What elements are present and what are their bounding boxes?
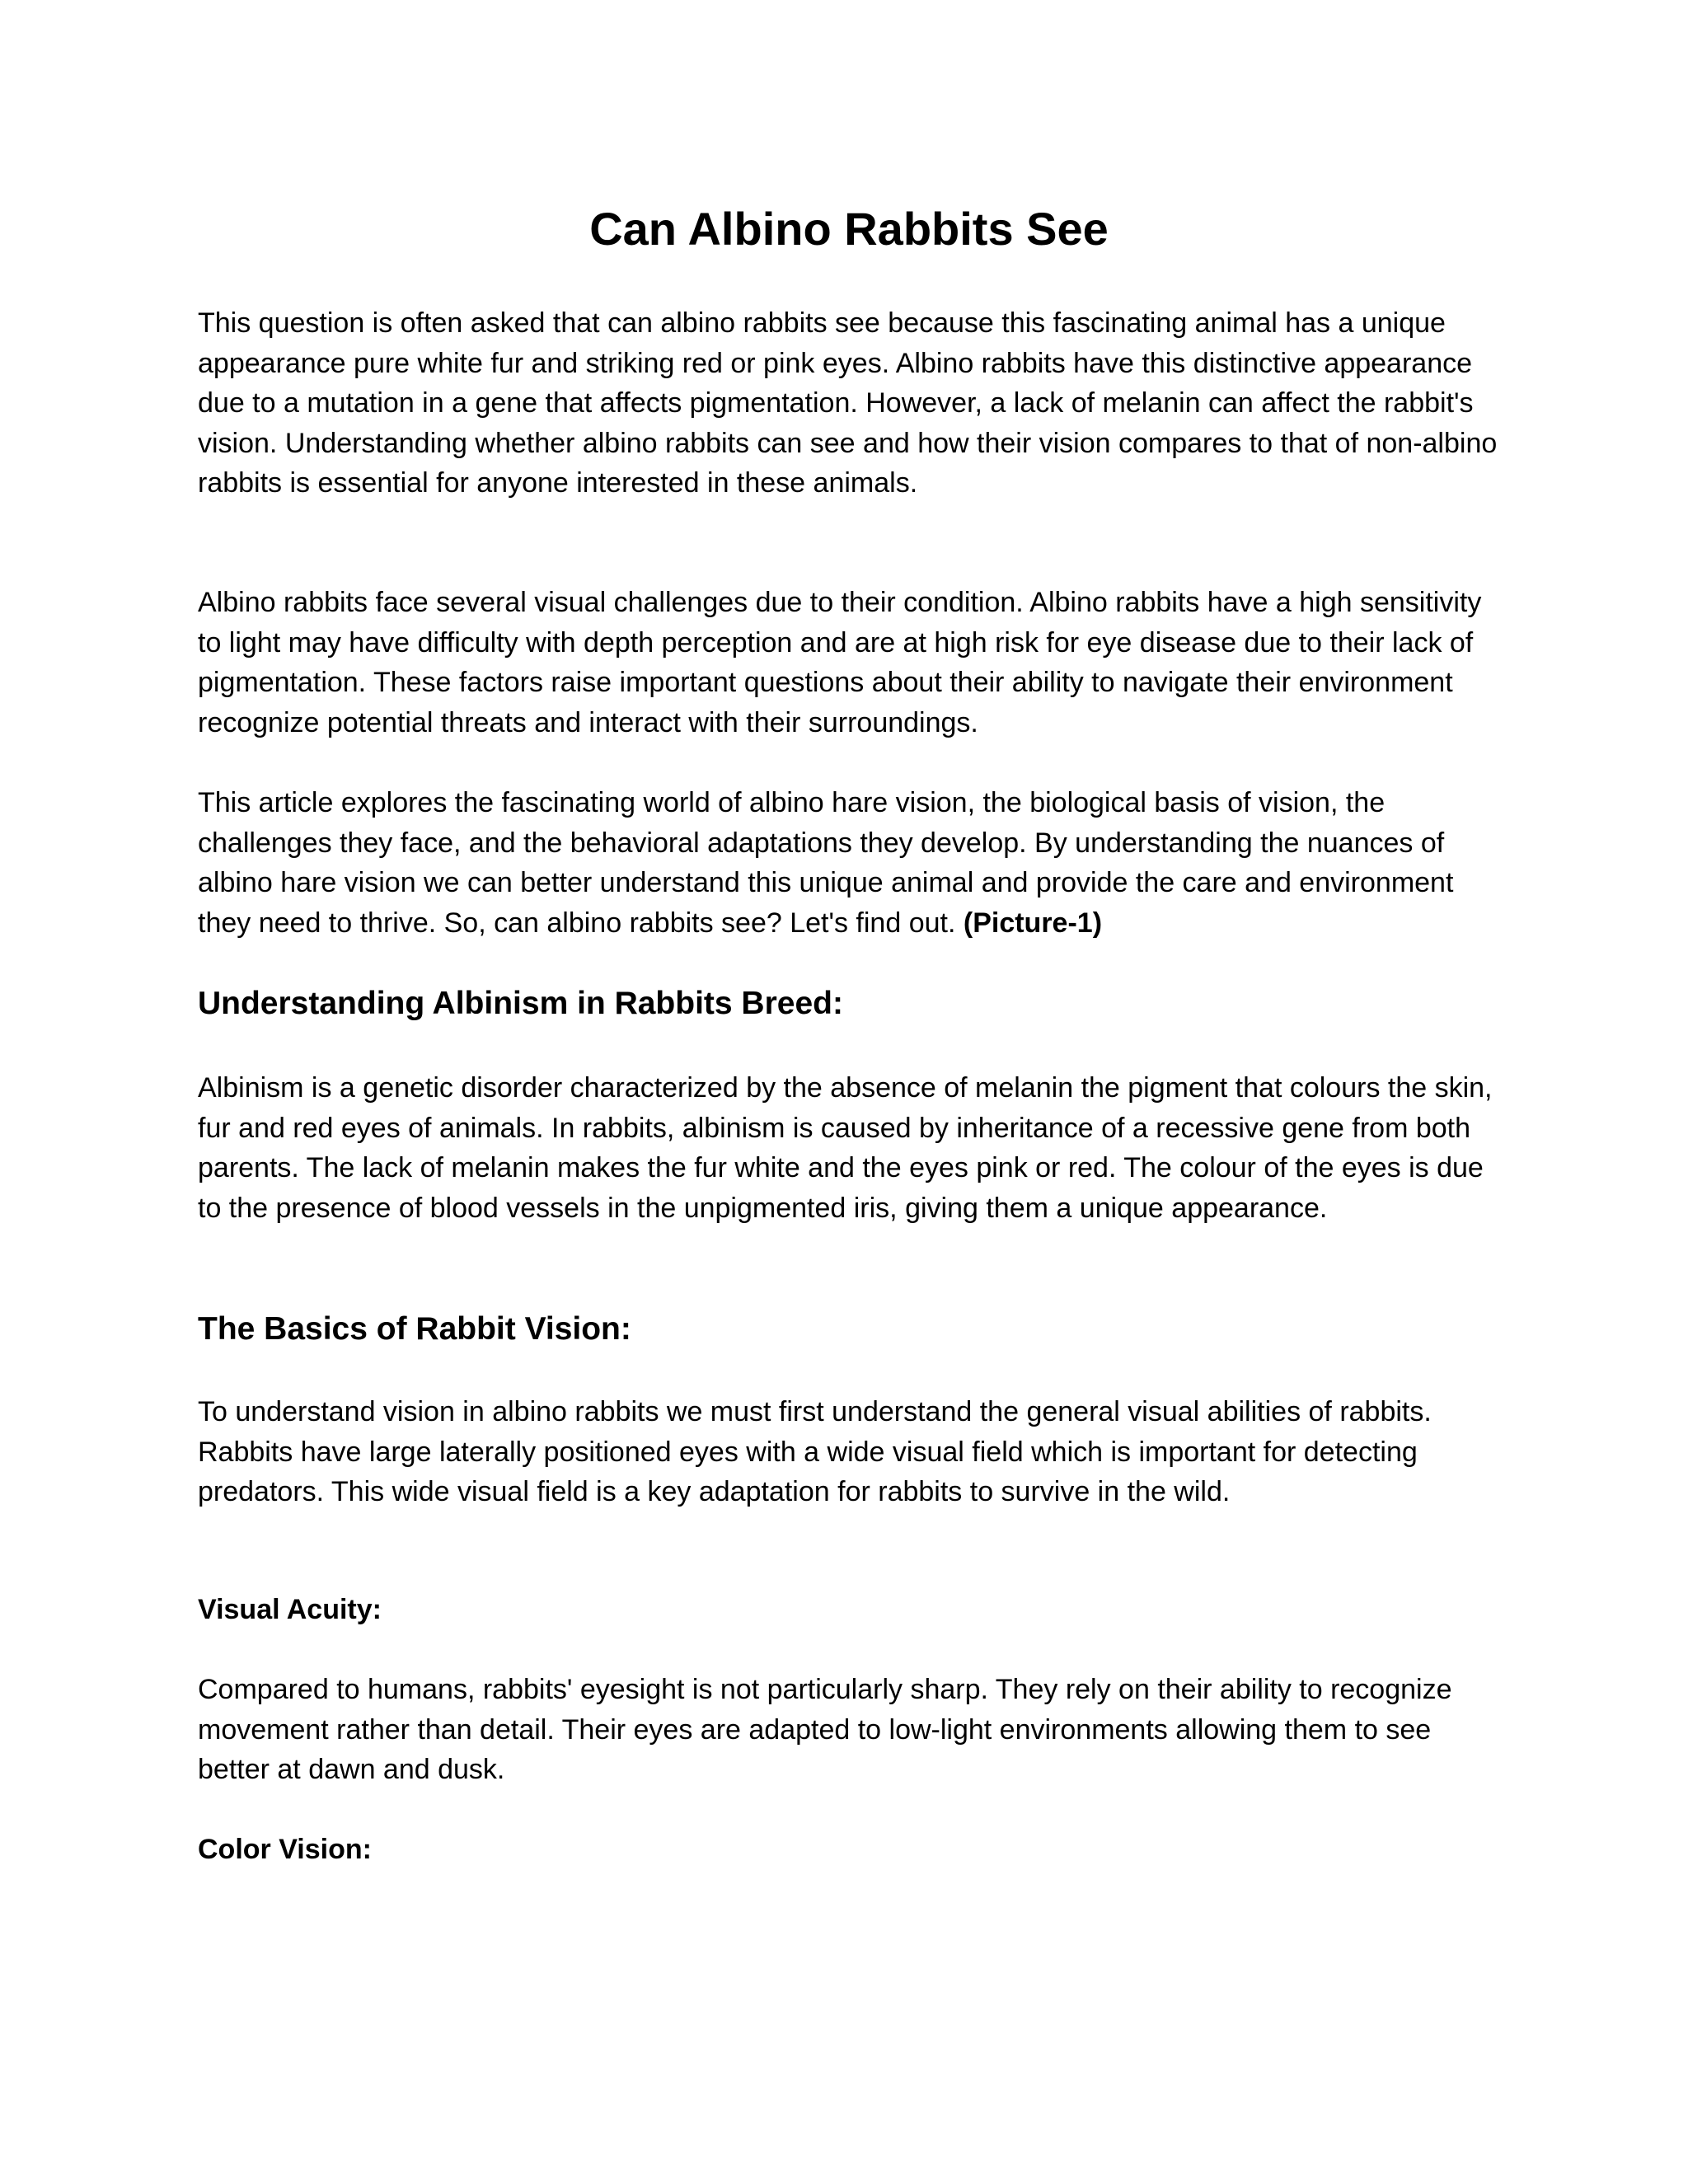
visual-acuity-paragraph: Compared to humans, rabbits' eyesight is not particularly sharp. They rely on their ability to recognize movement rather than detail. Their eyes are adapted to low-light environments allowing them to see better at dawn and dusk. — [198, 1674, 1452, 1786]
intro-paragraph-3-text: This article explores the fascinating world of albino hare vision, the biological basis of vision, the challenges they face, and the behavioral adaptations they develop. By understanding the nuances of albino hare vision we can better understand this unique animal and provide the care and environment they need to thrive. So, can albino rabbits see? Let's find out. — [198, 787, 1454, 939]
section-heading-albinism: Understanding Albinism in Rabbits Breed: — [198, 986, 843, 1021]
page-title: Can Albino Rabbits See — [589, 203, 1109, 255]
section-heading-rabbit-vision: The Basics of Rabbit Vision: — [198, 1311, 631, 1347]
picture-reference: (Picture-1) — [963, 907, 1103, 939]
intro-paragraph-3 — [198, 783, 1500, 943]
rabbit-vision-paragraph: To understand vision in albino rabbits we must first understand the general visual abilities of rabbits. Rabbits have large laterally positioned eyes with a wide visual field which is important for detecting predators. This wide visual field is a key adaptation for rabbits to survive in the wild. — [198, 1396, 1432, 1508]
albinism-paragraph: Albinism is a genetic disorder characterized by the absence of melanin the pigment that colours the skin, fur and red eyes of animals. In rabbits, albinism is caused by inheritance of a recessive gene from both parents. The lack of melanin makes the fur white and the eyes pink or red. The colour of the eyes is due to the presence of blood vessels in the unpigmented iris, giving them a unique appearance. — [198, 1072, 1493, 1224]
subheading-visual-acuity: Visual Acuity: — [198, 1594, 382, 1625]
intro-paragraph-2: Albino rabbits face several visual challenges due to their condition. Albino rabbits have a high sensitivity to light may have difficulty with depth perception and are at high risk for eye disease due to their lack of pigmentation. These factors raise important questions about their ability to navigate their environment recognize potential threats and interact with their surroundings. — [198, 587, 1482, 738]
intro-paragraph-1: This question is often asked that can albino rabbits see because this fascinating animal has a unique appearance pure white fur and striking red or pink eyes. Albino rabbits have this distinctive appearance due to a mutation in a gene that affects pigmentation. However, a lack of melanin can affect the rabbit's vision. Understanding whether albino rabbits can see and how their vision compares to that of non-albino rabbits is essential for anyone interested in these animals. — [198, 307, 1498, 499]
subheading-color-vision: Color Vision: — [198, 1834, 372, 1865]
